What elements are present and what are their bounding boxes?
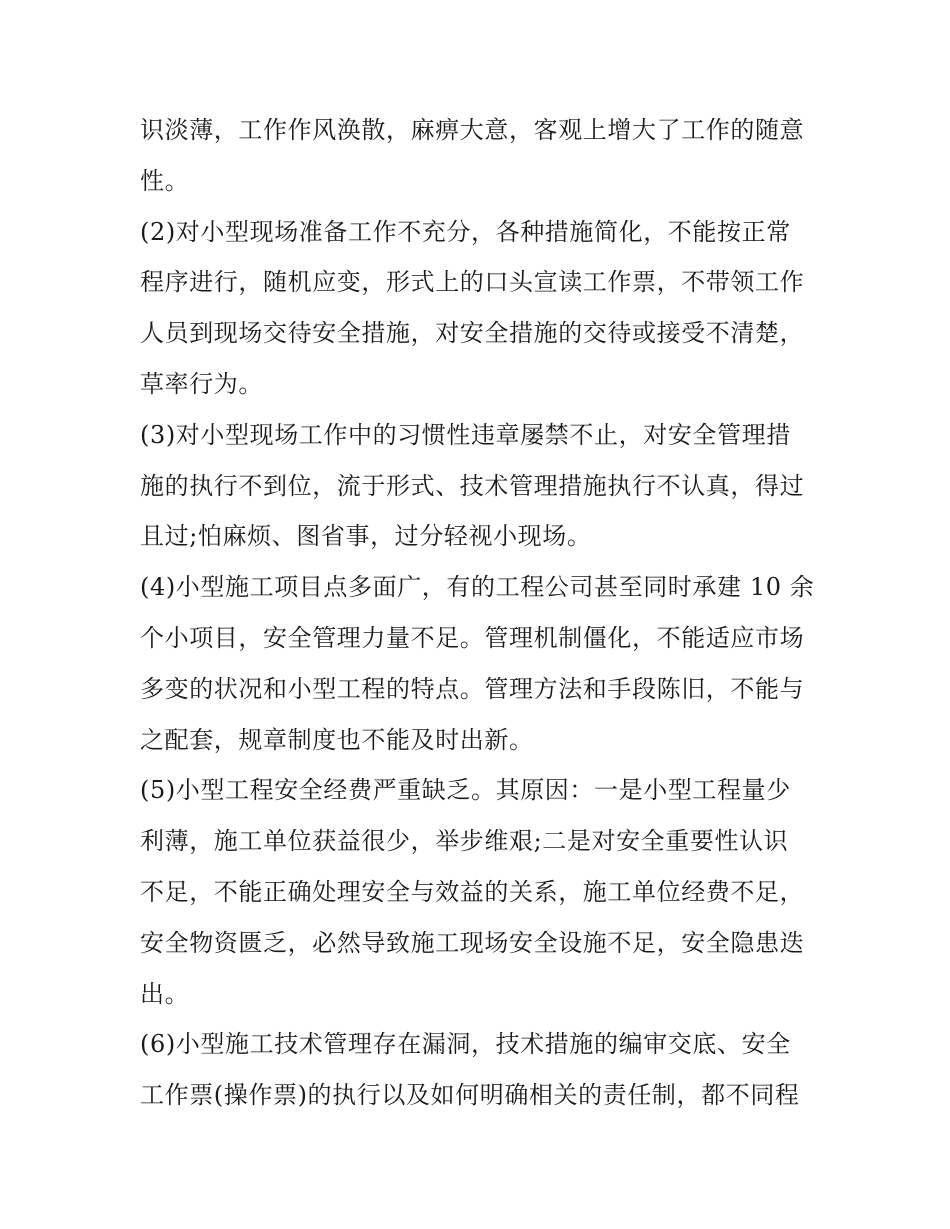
text-line: 出。 [140, 979, 190, 1008]
text-line: 性。 [140, 166, 190, 195]
text-line: (4)小型施工项目点多面广，有的工程公司甚至同时承建 10 余 [140, 573, 815, 602]
text-line: 之配套，规章制度也不能及时出新。 [140, 725, 534, 754]
text-line: 识淡薄，工作作风涣散，麻痹大意，客观上增大了工作的随意 [140, 116, 805, 144]
body-text [140, 105, 820, 1121]
text-line: 施的执行不到位，流于形式、技术管理措施执行不认真，得过 [140, 471, 805, 500]
text-line: 且过;怕麻烦、图省事，过分轻视小现场。 [140, 522, 592, 551]
text-line: 不足，不能正确处理安全与效益的关系，施工单位经费不足， [140, 877, 805, 906]
text-line: 草率行为。 [140, 369, 263, 398]
text-line: 安全物资匮乏，必然导致施工现场安全设施不足，安全隐患迭 [140, 928, 805, 957]
text-line: 工作票(操作票)的执行以及如何明确相关的责任制，都不同程 [140, 1081, 800, 1110]
text-line: (2)对小型现场准备工作不充分，各种措施简化，不能按正常 [140, 217, 791, 246]
text-line: 程序进行，随机应变，形式上的口头宣读工作票，不带领工作 [140, 268, 805, 297]
text-line: 多变的状况和小型工程的特点。管理方法和手段陈旧，不能与 [140, 674, 805, 703]
text-line: (6)小型施工技术管理存在漏洞，技术措施的编审交底、安全 [140, 1030, 791, 1059]
text-line: 人员到现场交待安全措施，对安全措施的交待或接受不清楚， [140, 319, 805, 348]
text-line: (3)对小型现场工作中的习惯性违章屡禁不止，对安全管理措 [140, 420, 791, 449]
text-line: (5)小型工程安全经费严重缺乏。其原因：一是小型工程量少 [140, 776, 791, 805]
text-line: 利薄，施工单位获益很少，举步维艰;二是对安全重要性认识 [140, 827, 789, 856]
text-line: 个小项目，安全管理力量不足。管理机制僵化，不能适应市场 [140, 623, 805, 652]
